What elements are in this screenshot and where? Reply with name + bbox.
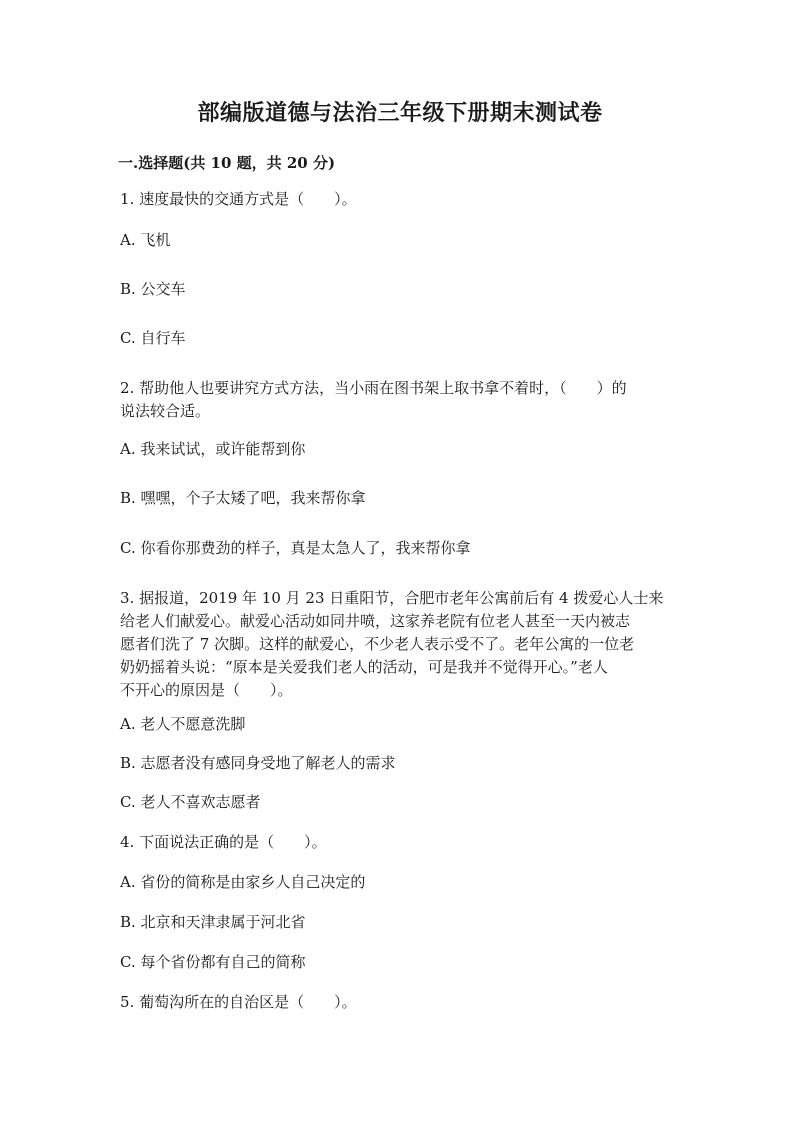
question-3-stem-line-2: 给老人们献爱心。献爱心活动如同井喷，这家养老院有位老人甚至一天内被志: [120, 612, 631, 630]
document-title: 部编版道德与法治三年级下册期末测试卷: [197, 100, 603, 126]
question-4-option-b: B. 北京和天津隶属于河北省: [120, 913, 306, 931]
question-3-option-c: C. 老人不喜欢志愿者: [120, 793, 261, 811]
question-3-stem-line-5: 不开心的原因是（ ）。: [120, 681, 293, 699]
question-3-stem-line-1: 3. 据报道，2019 年 10 月 23 日重阳节，合肥市老年公寓前后有 4 拨爱心人士来: [120, 589, 664, 607]
question-1-option-a: A. 飞机: [120, 231, 171, 249]
question-3-stem-line-3: 愿者们洗了 7 次脚。这样的献爱心，不少老人表示受不了。老年公寓的一位老: [120, 635, 635, 653]
question-2-stem-line-2: 说法较合适。: [120, 402, 211, 420]
question-5-stem-line-1: 5. 葡萄沟所在的自治区是（ ）。: [120, 993, 357, 1011]
question-1-option-c: C. 自行车: [120, 329, 186, 347]
question-2-option-a: A. 我来试试，或许能帮到你: [120, 440, 306, 458]
section-heading: 一.选择题(共 10 题，共 20 分): [118, 154, 336, 172]
question-2-option-b: B. 嘿嘿，个子太矮了吧，我来帮你拿: [120, 489, 366, 507]
question-2-option-c: C. 你看你那费劲的样子，真是太急人了，我来帮你拿: [120, 539, 471, 557]
question-2-stem-line-1: 2. 帮助他人也要讲究方式方法，当小雨在图书架上取书拿不着时，（ ）的: [120, 379, 627, 397]
question-3-stem-line-4: 奶奶摇着头说：“原本是关爱我们老人的活动，可是我并不觉得开心。”老人: [120, 658, 608, 676]
question-4-option-a: A. 省份的简称是由家乡人自己决定的: [120, 873, 366, 891]
question-3-option-a: A. 老人不愿意洗脚: [120, 715, 246, 733]
question-4-stem-line-1: 4. 下面说法正确的是（ ）。: [120, 833, 327, 851]
question-1-stem-line-1: 1. 速度最快的交通方式是（ ）。: [120, 190, 357, 208]
question-1-option-b: B. 公交车: [120, 280, 186, 298]
question-4-option-c: C. 每个省份都有自己的简称: [120, 953, 306, 971]
question-3-option-b: B. 志愿者没有感同身受地了解老人的需求: [120, 754, 396, 772]
